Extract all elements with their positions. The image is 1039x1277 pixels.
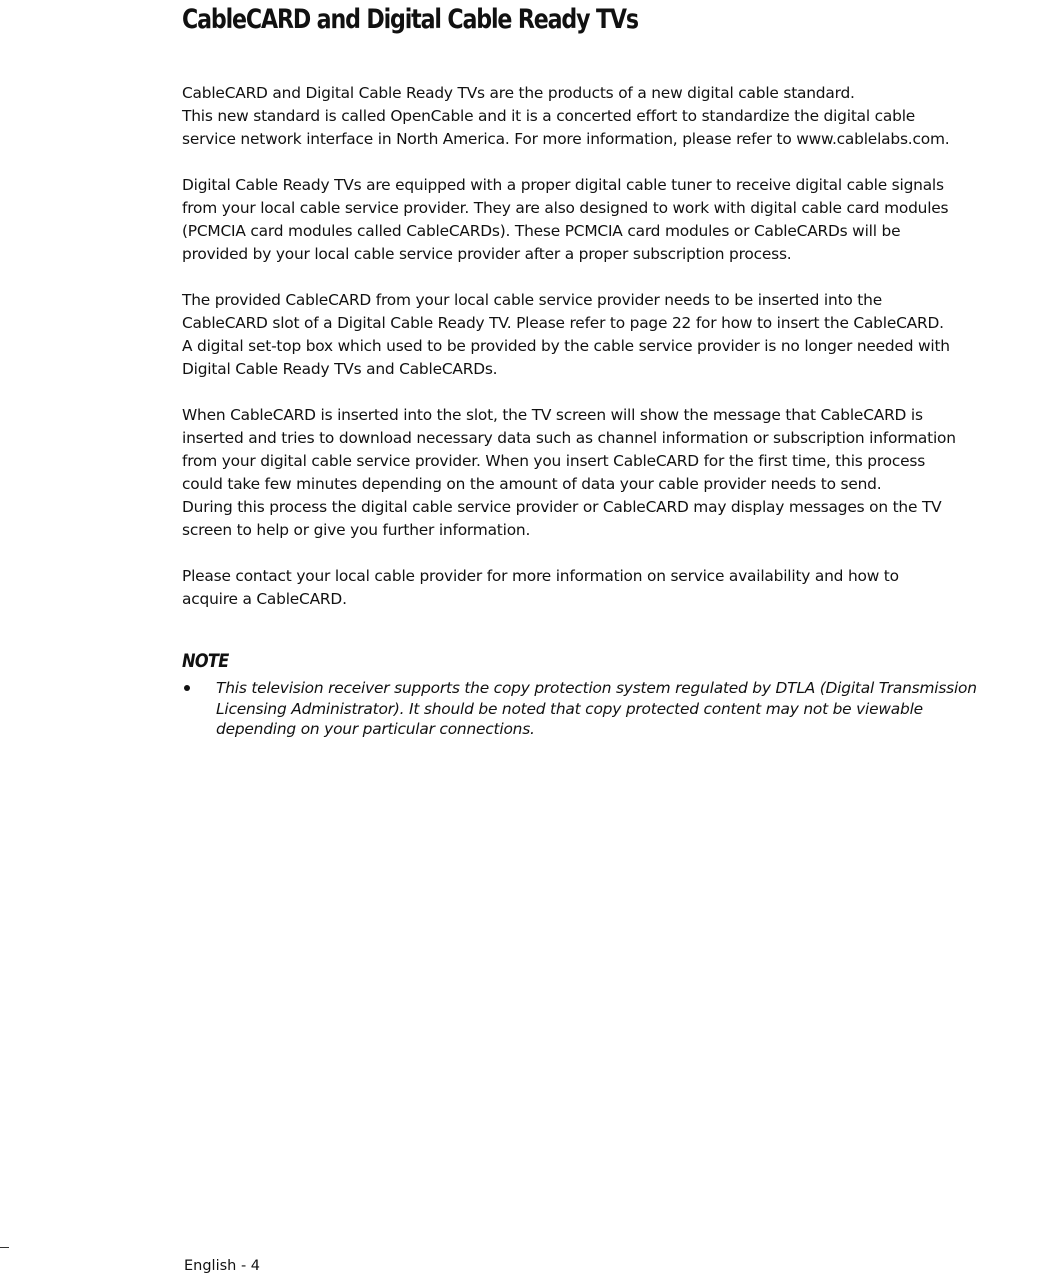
text-line: (PCMCIA card modules called CableCARDs). These PCMCIA card modules or CableCARDs will be — [182, 222, 901, 240]
text-line: depending on your particular connections. — [216, 720, 535, 738]
paragraph-tuner — [182, 174, 1038, 266]
note-list — [182, 678, 1038, 740]
text-line: acquire a CableCARD. — [182, 590, 347, 608]
text-line: from your local cable service provider. They are also designed to work with digital cable card modules — [182, 199, 949, 217]
text-line: This television receiver supports the copy protection system regulated by DTLA (Digital Transmission — [216, 679, 977, 697]
text-line: could take few minutes depending on the amount of data your cable provider needs to send. — [182, 475, 882, 493]
paragraph-insertion — [182, 289, 1038, 381]
text-line: from your digital cable service provider. When you insert CableCARD for the first time, this process — [182, 452, 926, 470]
text-line: CableCARD and Digital Cable Ready TVs are the products of a new digital cable standard. — [182, 84, 855, 102]
paragraph-contact — [182, 565, 1038, 611]
note-heading: NOTE — [182, 650, 229, 672]
text-line: inserted and tries to download necessary data such as channel information or subscription information — [182, 429, 956, 447]
text-line: screen to help or give you further information. — [182, 521, 531, 539]
page-title: CableCARD and Digital Cable Ready TVs — [182, 4, 638, 35]
text-line: service network interface in North America. For more information, please refer to www.cablelabs.com. — [182, 130, 950, 148]
paragraph-download — [182, 404, 1038, 542]
body-text — [182, 82, 1038, 634]
text-line: Licensing Administrator). It should be noted that copy protected content may not be viewable — [216, 699, 923, 718]
bullet-icon — [184, 685, 190, 691]
note-item — [182, 678, 1038, 740]
text-line: Digital Cable Ready TVs and CableCARDs. — [182, 360, 498, 378]
text-line: Digital Cable Ready TVs are equipped with a proper digital cable tuner to receive digital cable signals — [182, 176, 944, 194]
crop-mark — [0, 1247, 9, 1248]
text-line: This new standard is called OpenCable and it is a concerted effort to standardize the digital cable — [182, 107, 916, 125]
text-line: A digital set-top box which used to be provided by the cable service provider is no longer needed with — [182, 337, 950, 355]
text-line: Please contact your local cable provider for more information on service availability and how to — [182, 567, 899, 585]
text-line: provided by your local cable service provider after a proper subscription process. — [182, 245, 792, 263]
page-footer: English - 4 — [184, 1258, 261, 1274]
text-line: During this process the digital cable service provider or CableCARD may display messages on the TV — [182, 498, 942, 516]
text-line: CableCARD slot of a Digital Cable Ready TV. Please refer to page 22 for how to insert the CableCARD. — [182, 314, 944, 332]
text-line: The provided CableCARD from your local cable service provider needs to be inserted into the — [182, 291, 882, 309]
text-line: When CableCARD is inserted into the slot, the TV screen will show the message that CableCARD is — [182, 406, 923, 424]
paragraph-intro — [182, 82, 1038, 151]
